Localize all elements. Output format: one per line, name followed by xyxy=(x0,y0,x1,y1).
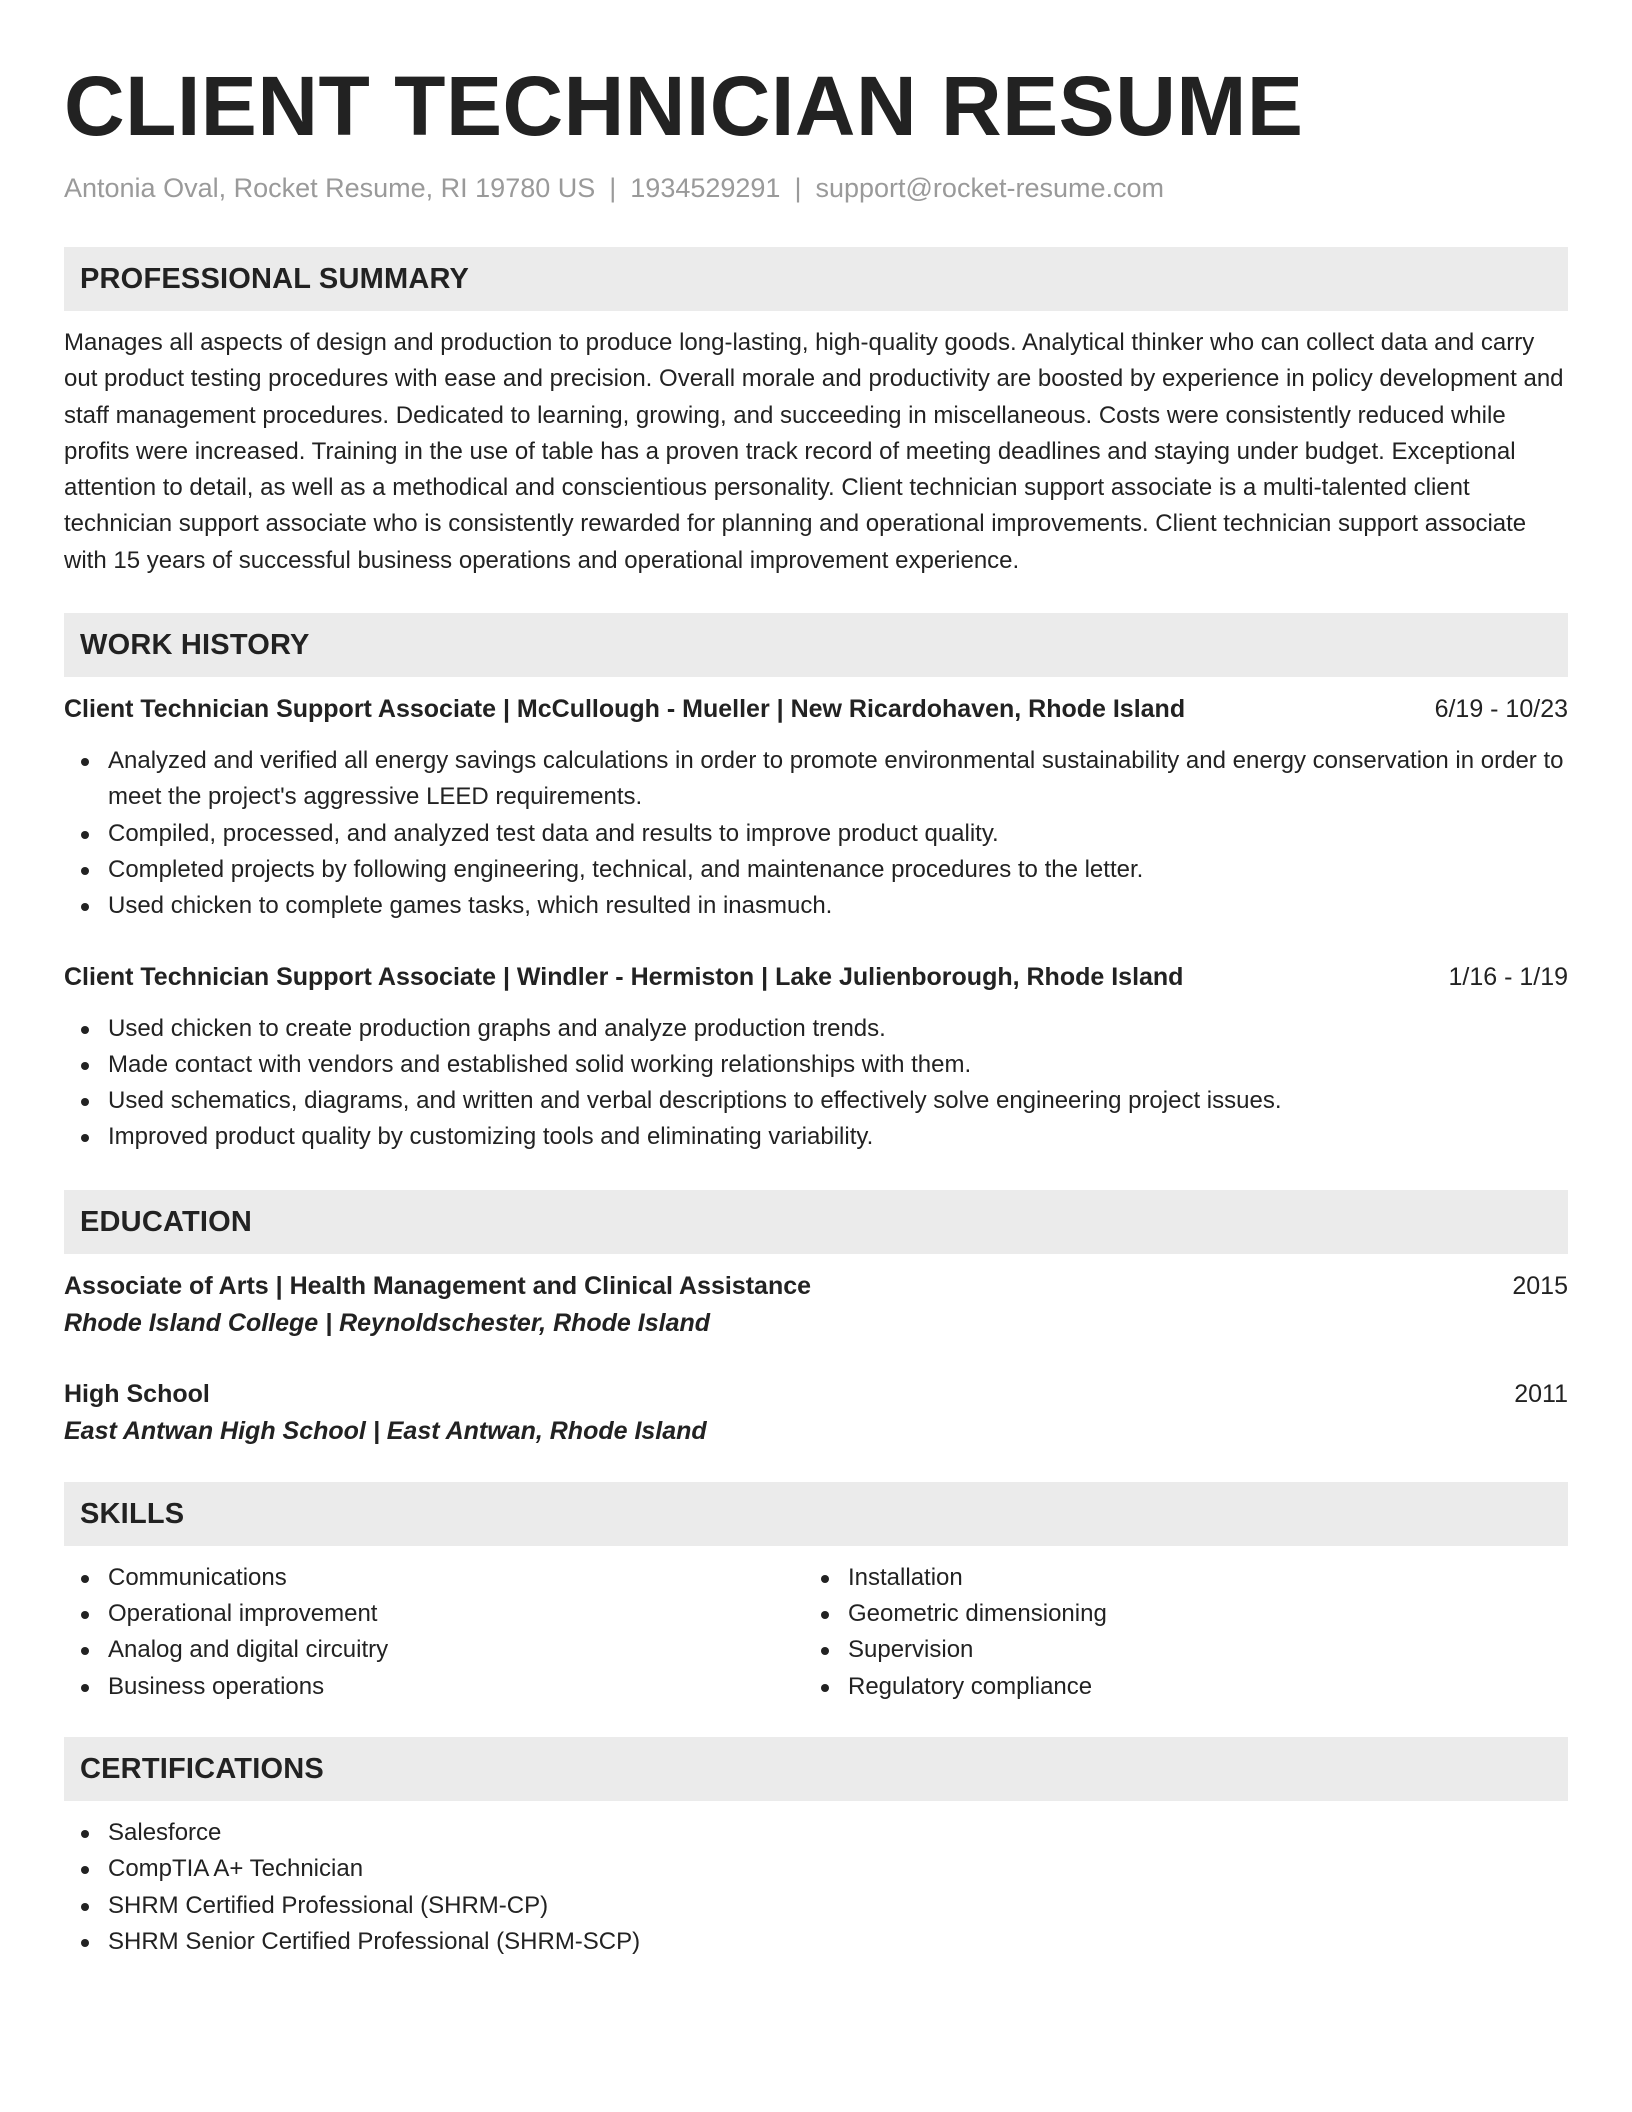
education-heading-row xyxy=(64,1268,1568,1304)
education-heading-row xyxy=(64,1376,1568,1412)
education-year: 2011 xyxy=(1514,1379,1568,1408)
education-entry xyxy=(64,1376,1568,1450)
job-bullets xyxy=(64,1011,1568,1156)
job-title: Client Technician Support Associate | Windler - Hermiston | Lake Julienborough, Rhode Island xyxy=(64,962,1184,991)
section-header-certifications: CERTIFICATIONS xyxy=(64,1737,1568,1801)
skills-column-left xyxy=(64,1560,804,1705)
job-bullet: Made contact with vendors and established solid working relationships with them. xyxy=(64,1047,1568,1083)
contact-email: support@rocket-resume.com xyxy=(815,173,1164,203)
skill-item: Operational improvement xyxy=(64,1596,804,1632)
certification-item: SHRM Senior Certified Professional (SHRM-SCP) xyxy=(64,1924,1568,1960)
skill-item: Supervision xyxy=(804,1632,1544,1668)
job-title: Client Technician Support Associate | McCullough - Mueller | New Ricardohaven, Rhode Island xyxy=(64,695,1186,724)
skills-column-right xyxy=(804,1560,1544,1705)
section-header-education: EDUCATION xyxy=(64,1190,1568,1254)
section-header-work-history: WORK HISTORY xyxy=(64,613,1568,677)
job-bullet: Used chicken to complete games tasks, which resulted in inasmuch. xyxy=(64,888,1568,924)
job-bullet: Analyzed and verified all energy savings calculations in order to promote environmental sustainability and energy conservation in order to meet the project's aggressive LEED requirements. xyxy=(64,743,1568,816)
skills-grid xyxy=(64,1560,1568,1705)
summary-text: Manages all aspects of design and production to produce long-lasting, high-quality goods. Analytical thinker who can collect data and carry out product testing procedures with ease and precision. Overall morale and productivity are boosted by experience in policy development and staff management procedures. Dedicated to learning, growing, and succeeding in miscellaneous. Costs were consistently reduced while profits were increased. Training in the use of table has a proven track record of meeting deadlines and staying under budget. Exceptional attention to detail, as well as a methodical and conscientious personality. Client technician support associate is a multi-talented client technician support associate who is consistently rewarded for planning and operational improvements. Client technician support associate with 15 years of successful business operations and operational improvement experience. xyxy=(64,329,1564,574)
education-degree: High School xyxy=(64,1379,210,1408)
job-entry xyxy=(64,959,1568,1156)
skill-item: Communications xyxy=(64,1560,804,1596)
contact-separator: | xyxy=(609,173,617,203)
education-year: 2015 xyxy=(1512,1271,1568,1300)
certifications-list xyxy=(64,1815,1568,1960)
skill-item: Geometric dimensioning xyxy=(804,1596,1544,1632)
skill-item: Analog and digital circuitry xyxy=(64,1632,804,1668)
job-dates: 6/19 - 10/23 xyxy=(1434,695,1568,724)
certification-item: CompTIA A+ Technician xyxy=(64,1851,1568,1887)
job-dates: 1/16 - 1/19 xyxy=(1448,962,1568,991)
certification-item: SHRM Certified Professional (SHRM-CP) xyxy=(64,1888,1568,1924)
job-bullet: Used chicken to create production graphs and analyze production trends. xyxy=(64,1011,1568,1047)
resume-page xyxy=(64,0,1568,1960)
education-school: East Antwan High School | East Antwan, Rhode Island xyxy=(64,1416,707,1445)
education-degree: Associate of Arts | Health Management and Clinical Assistance xyxy=(64,1271,812,1300)
job-bullet: Used schematics, diagrams, and written and verbal descriptions to effectively solve engineering project issues. xyxy=(64,1083,1568,1119)
contact-separator: | xyxy=(794,173,802,203)
section-header-summary: PROFESSIONAL SUMMARY xyxy=(64,247,1568,311)
contact-phone: 1934529291 xyxy=(630,173,781,203)
job-entry xyxy=(64,691,1568,924)
contact-address: Antonia Oval, Rocket Resume, RI 19780 US xyxy=(64,173,596,203)
skill-item: Installation xyxy=(804,1560,1544,1596)
certification-item: Salesforce xyxy=(64,1815,1568,1851)
job-bullet: Completed projects by following engineering, technical, and maintenance procedures to the letter. xyxy=(64,852,1568,888)
job-heading-row xyxy=(64,959,1568,995)
skill-item: Business operations xyxy=(64,1669,804,1705)
job-bullet: Improved product quality by customizing tools and eliminating variability. xyxy=(64,1119,1568,1155)
job-bullet: Compiled, processed, and analyzed test data and results to improve product quality. xyxy=(64,816,1568,852)
contact-line xyxy=(64,170,1568,206)
education-school: Rhode Island College | Reynoldschester, Rhode Island xyxy=(64,1308,711,1337)
resume-title: CLIENT TECHNICIAN RESUME xyxy=(64,59,1304,153)
section-header-skills: SKILLS xyxy=(64,1482,1568,1546)
skill-item: Regulatory compliance xyxy=(804,1669,1544,1705)
job-heading-row xyxy=(64,691,1568,727)
job-bullets xyxy=(64,743,1568,924)
education-entry xyxy=(64,1268,1568,1342)
